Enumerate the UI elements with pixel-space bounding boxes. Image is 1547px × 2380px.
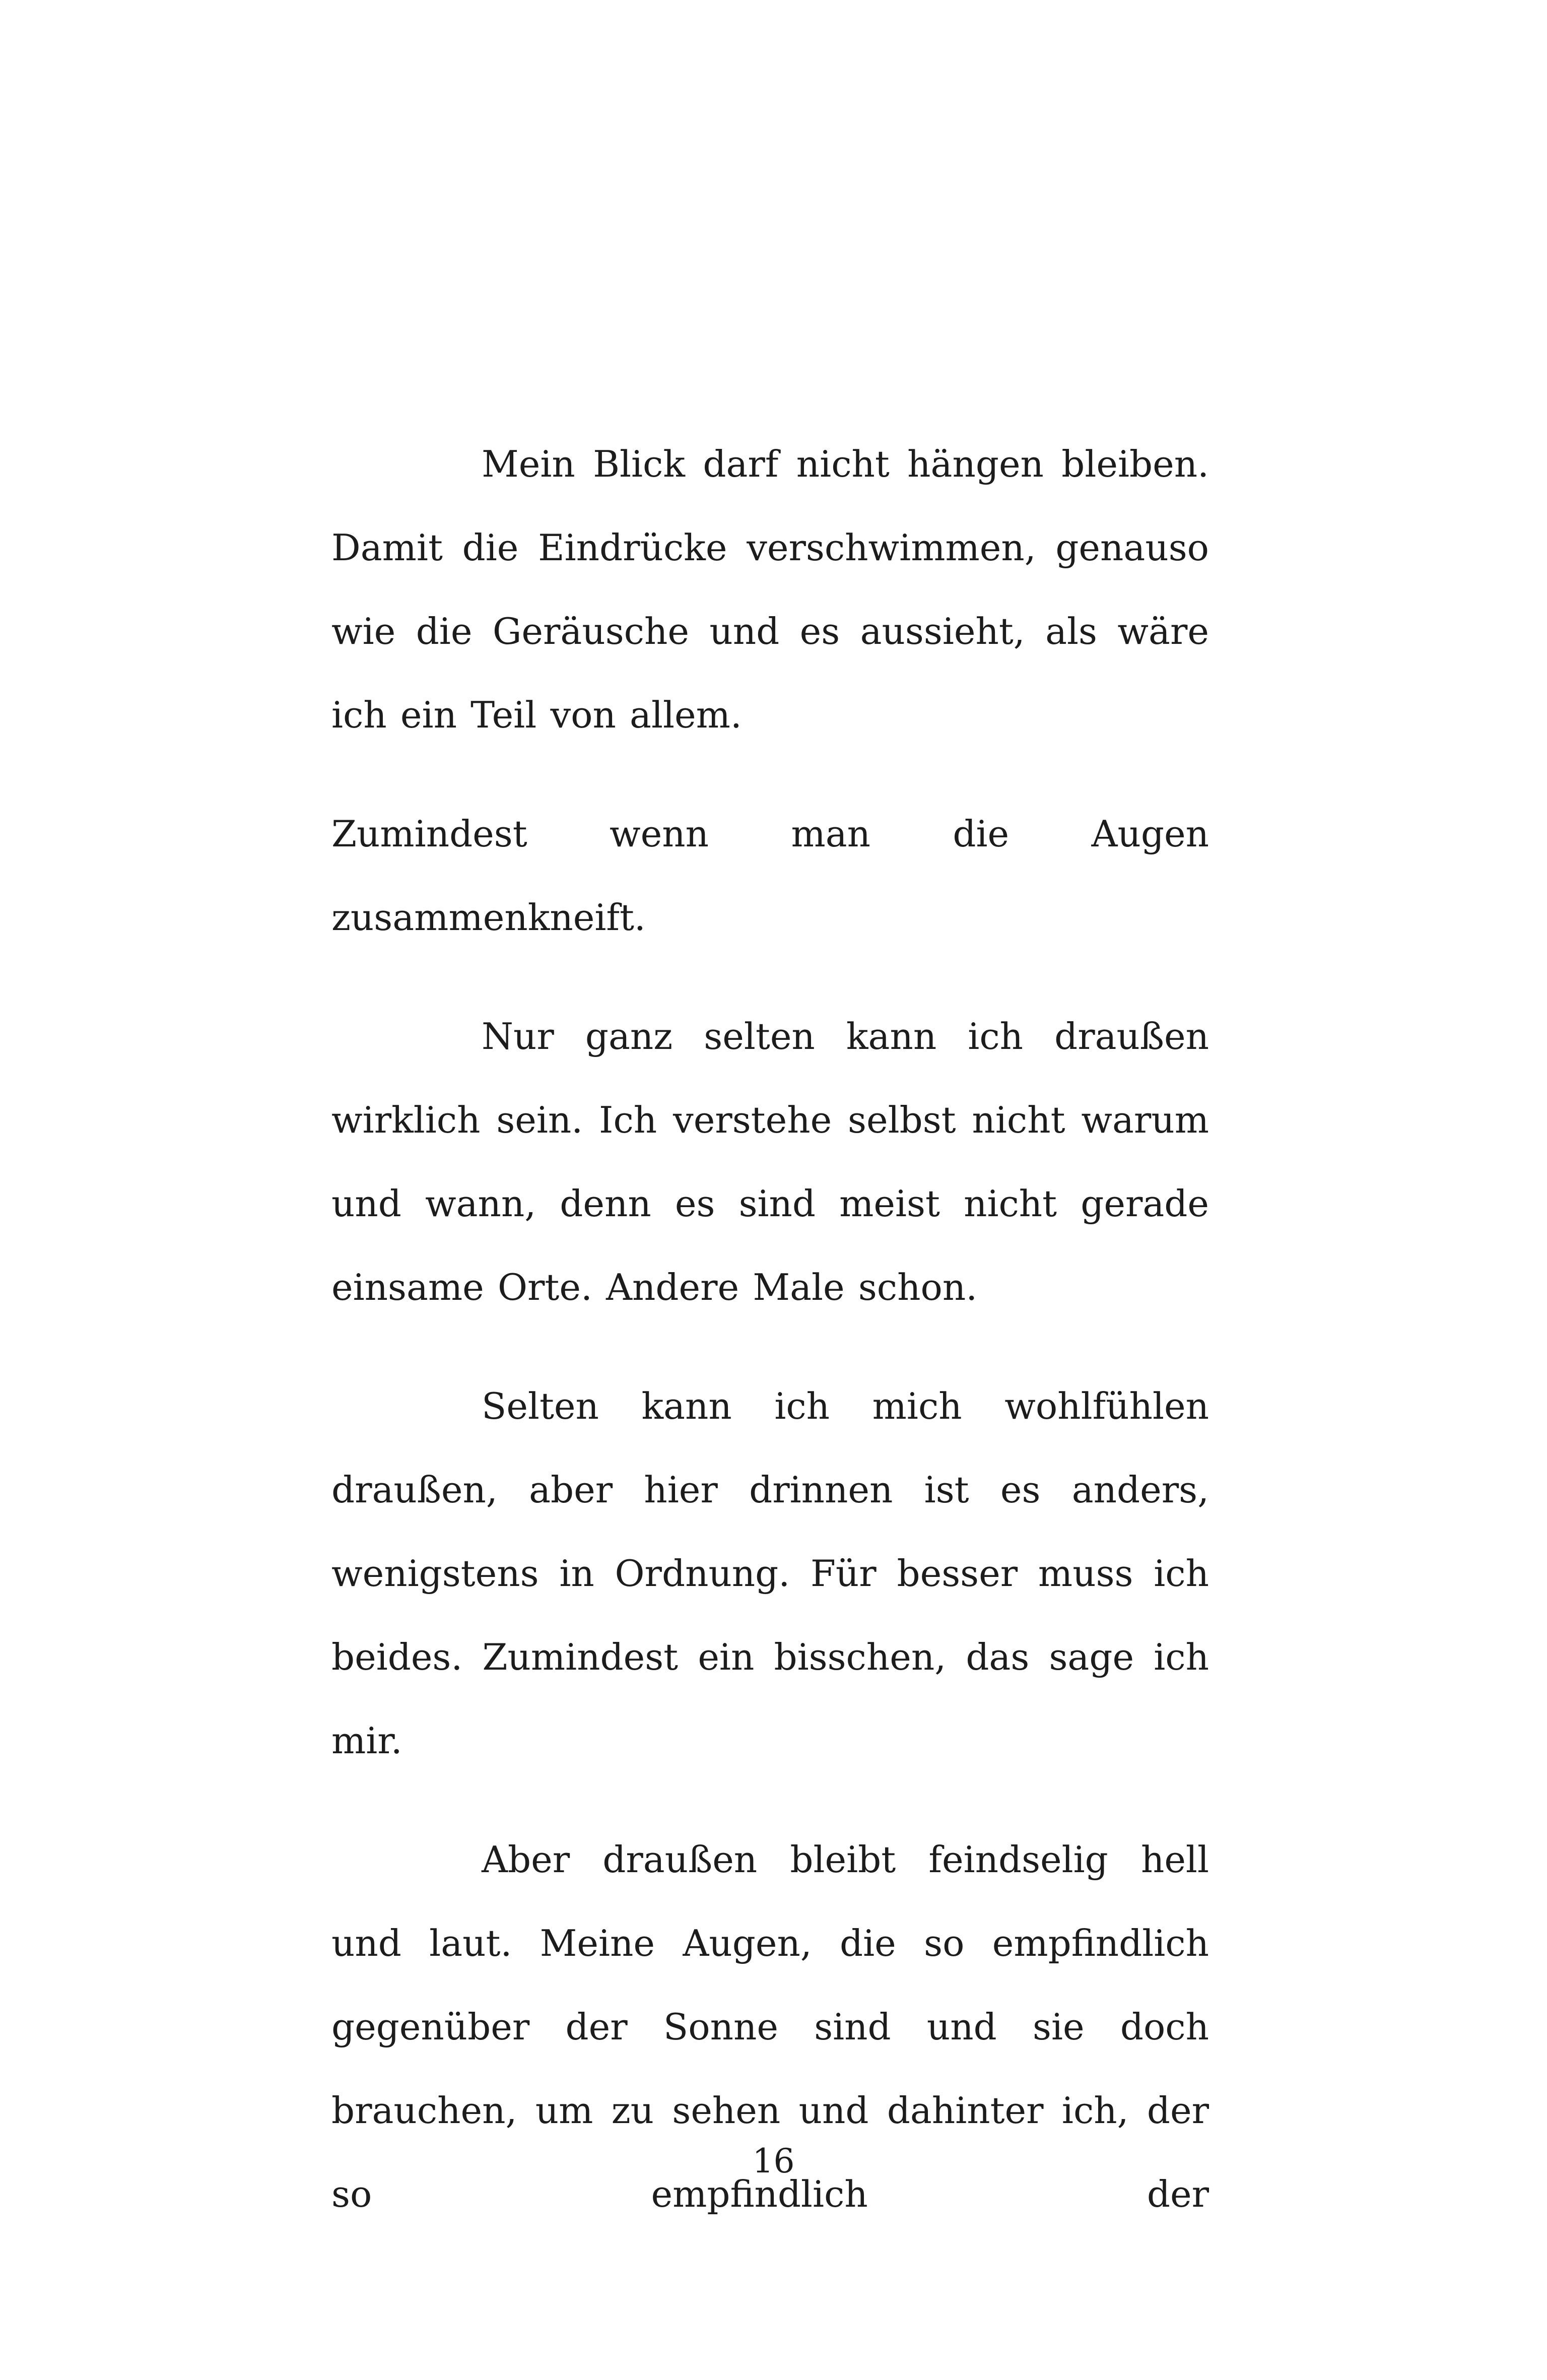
paragraph-1: Mein Blick darf nicht hängen bleiben. Damit die Eindrücke verschwimmen, genauso wie die Geräusche und es aussieht, als wäre ich ein Teil von allem.: [331, 443, 1209, 736]
page-number: 16: [752, 2142, 795, 2180]
paragraph-5: Aber draußen bleibt feindselig hell und laut. Meine Augen, die so empfindlich gegenüber der Sonne sind und sie doch brauchen, um zu sehen und dahinter ich, der so empfindlich der: [331, 1838, 1209, 2215]
paragraph-4: Selten kann ich mich wohlfühlen draußen, aber hier drinnen ist es anders, wenigstens in Ordnung. Für besser muss ich beides. Zumindest ein bisschen, das sage ich mir.: [331, 1385, 1209, 1762]
paragraph-3: Nur ganz selten kann ich draußen wirklich sein. Ich verstehe selbst nicht warum und wann, denn es sind meist nicht gerade einsame Orte. Andere Male schon.: [331, 1015, 1209, 1308]
paragraph-2: Zumindest wenn man die Augen zusammenkneift.: [331, 813, 1209, 939]
body-text: [331, 422, 1209, 2236]
